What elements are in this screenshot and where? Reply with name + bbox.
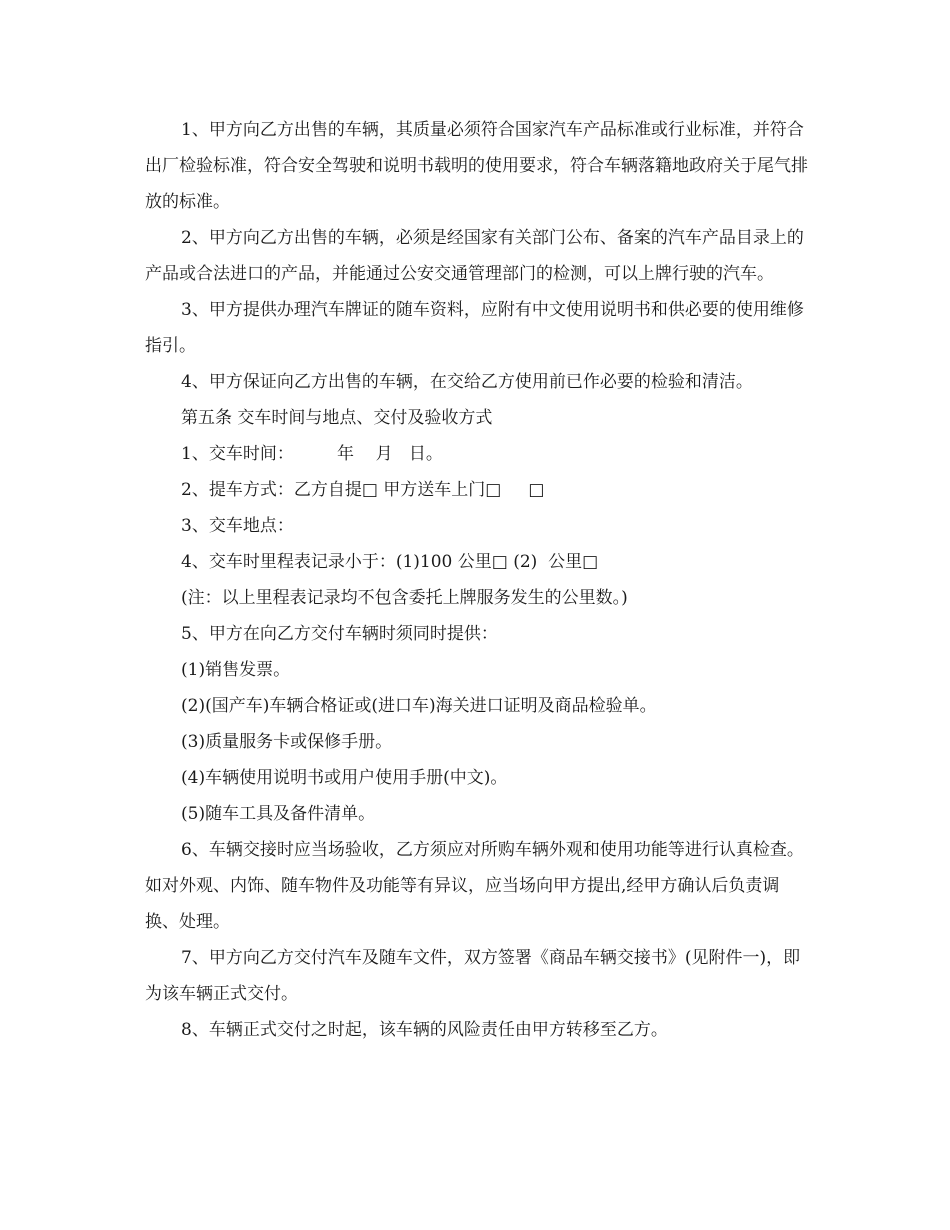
paragraph-required-documents: 5、甲方在向乙方交付车辆时须同时提供： bbox=[181, 624, 498, 644]
paragraph-handover-signing: 7、甲方向乙方交付汽车及随车文件，双方签署《商品车辆交接书》(见附件一)，即为该车辆正式交付。 bbox=[145, 948, 801, 1004]
paragraph-quality-standard: 1、甲方向乙方出售的车辆，其质量必须符合国家汽车产品标准或行业标准，并符合出厂检验标准，符合安全驾驶和说明书载明的使用要求，符合车辆落籍地政府关于尾气排放的标准。 bbox=[145, 120, 808, 212]
list-item-manual: (4)车辆使用说明书或用户使用手册(中文)。 bbox=[181, 768, 508, 788]
list-item-invoice: (1)销售发票。 bbox=[181, 660, 291, 680]
list-item-certificate: (2)(国产车)车辆合格证或(进口车)海关进口证明及商品检验单。 bbox=[181, 696, 657, 716]
paragraph-pickup-method: 2、提车方式：乙方自提□ 甲方送车上门□ □ bbox=[181, 480, 545, 500]
paragraph-acceptance-check: 6、车辆交接时应当场验收，乙方须应对所购车辆外观和使用功能等进行认真检查。如对外观、内饰、随车物件及功能等有异议，应当场向甲方提出,经甲方确认后负责调换、处理。 bbox=[145, 840, 804, 932]
paragraph-delivery-time: 1、交车时间： 年 月 日。 bbox=[181, 444, 443, 464]
paragraph-inspection-cleaning: 4、甲方保证向乙方出售的车辆，在交给乙方使用前已作必要的检验和清洁。 bbox=[181, 372, 753, 392]
paragraph-risk-transfer: 8、车辆正式交付之时起，该车辆的风险责任由甲方转移至乙方。 bbox=[181, 1020, 668, 1040]
paragraph-vehicle-documents: 3、甲方提供办理汽车牌证的随车资料，应附有中文使用说明书和供必要的使用维修指引。 bbox=[145, 300, 804, 356]
section-heading-article-5: 第五条 交车时间与地点、交付及验收方式 bbox=[181, 408, 493, 428]
paragraph-odometer-limit: 4、交车时里程表记录小于：(1)100 公里□ (2) 公里□ bbox=[181, 552, 599, 572]
list-item-tools: (5)随车工具及备件清单。 bbox=[181, 804, 376, 824]
paragraph-odometer-note: (注：以上里程表记录均不包含委托上牌服务发生的公里数。) bbox=[181, 588, 628, 608]
paragraph-delivery-location: 3、交车地点： bbox=[181, 516, 294, 536]
list-item-warranty: (3)质量服务卡或保修手册。 bbox=[181, 732, 393, 752]
paragraph-product-catalog: 2、甲方向乙方出售的车辆，必须是经国家有关部门公布、备案的汽车产品目录上的产品或合法进口的产品，并能通过公安交通管理部门的检测，可以上牌行驶的汽车。 bbox=[145, 228, 804, 284]
